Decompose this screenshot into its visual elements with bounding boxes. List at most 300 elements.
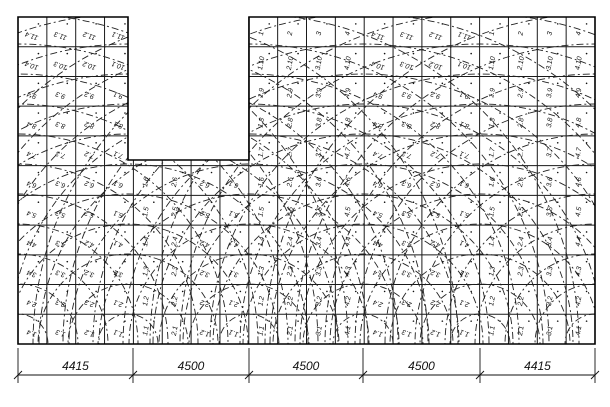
panel-label: 4.3: [574, 266, 584, 277]
panel-dot: [124, 320, 126, 322]
panel-label: 2.4: [26, 297, 38, 308]
panel-label: 10.1: [457, 59, 473, 71]
panel-dot: [470, 53, 472, 55]
panel-label: 10.4: [24, 59, 40, 71]
panel-label: 7.1: [112, 149, 125, 160]
panel-dot: [499, 320, 501, 322]
panel-dot: [211, 201, 213, 203]
panel-label: 11.1: [457, 29, 473, 41]
panel-label: 11.3: [399, 29, 415, 41]
panel-label: 1.1: [142, 325, 151, 337]
panel-label: 4.4: [372, 238, 384, 249]
panel-dot: [586, 53, 588, 55]
panel-dot: [355, 261, 357, 263]
panel-dot: [153, 291, 155, 293]
panel-label: 10.4: [370, 59, 386, 71]
panel-label: 2.1: [170, 325, 180, 337]
panel-label: 10.1: [110, 59, 127, 71]
panel-dot: [211, 261, 213, 263]
panel-dot: [95, 83, 97, 85]
panel-label: 9.4: [26, 89, 38, 100]
panel-dot: [499, 23, 501, 25]
panel-label: 4.8: [574, 117, 584, 129]
panel-label: 9.2: [430, 89, 442, 100]
panel-label: 4.3: [401, 238, 413, 249]
panel-dot: [557, 112, 559, 114]
panel-dot: [326, 201, 328, 203]
panel-dot: [66, 320, 68, 322]
panel-dot: [268, 320, 270, 322]
panel-label: 1.3: [54, 327, 67, 338]
panel-dot: [442, 201, 444, 203]
panel-label: 2.2: [517, 295, 526, 307]
panel-dot: [124, 23, 126, 25]
panel-dot: [66, 23, 68, 25]
panel-label: 7.3: [54, 149, 67, 160]
panel-dot: [442, 291, 444, 293]
panel-dot: [586, 83, 588, 85]
panel-dot: [557, 261, 559, 263]
panel-dot: [442, 53, 444, 55]
panel-label: 2.4: [517, 236, 526, 248]
panel-dot: [182, 291, 184, 293]
panel-dot: [297, 53, 299, 55]
panel-dot: [557, 320, 559, 322]
panel-label: 1.1: [458, 327, 471, 338]
panel-dot: [413, 201, 415, 203]
panel-dot: [355, 201, 357, 203]
panel-dot: [384, 172, 386, 174]
panel-dot: [66, 112, 68, 114]
panel-dot: [268, 142, 270, 144]
panel-label: 1.5: [142, 206, 151, 218]
panel-dot: [95, 112, 97, 114]
panel-dot: [95, 231, 97, 233]
panel-label: 3.2: [545, 295, 555, 307]
panel-label: 3.4: [545, 236, 555, 248]
panel-dot: [586, 112, 588, 114]
panel-label: 2.3: [286, 266, 295, 277]
panel-label: 4.3: [54, 238, 67, 249]
panel-label: 4.2: [574, 295, 584, 307]
panel-dot: [297, 142, 299, 144]
panel-dot: [124, 231, 126, 233]
panel-label: 1: [488, 31, 497, 37]
panel-dot: [124, 261, 126, 263]
panel-dot: [326, 172, 328, 174]
panel-label: 4.5: [574, 206, 584, 218]
panel-dot: [528, 261, 530, 263]
panel-label: 7.1: [458, 149, 471, 160]
panel-label: 2.1: [228, 297, 240, 308]
panel-label: 5.1: [228, 208, 240, 219]
panel-label: 2.6: [170, 176, 180, 188]
bay-dimension: 4500: [292, 359, 320, 373]
panel-label: 5.1: [112, 208, 125, 219]
panel-dot: [153, 201, 155, 203]
panel-label: 9.3: [401, 89, 413, 100]
panel-label: 2.10: [285, 56, 296, 71]
panel-dot: [66, 261, 68, 263]
panel-label: 2.1: [112, 297, 125, 308]
panel-label: 3.3: [545, 266, 555, 277]
panel-dot: [297, 201, 299, 203]
panel-dot: [95, 142, 97, 144]
panel-dot: [38, 231, 40, 233]
panel-label: 6.1: [112, 178, 125, 189]
panel-dot: [326, 53, 328, 55]
panel-dot: [355, 83, 357, 85]
panel-dot: [38, 83, 40, 85]
panel-dot: [470, 291, 472, 293]
panel-label: 5.1: [458, 208, 471, 219]
panel-dot: [384, 291, 386, 293]
panel-label: 8.1: [112, 119, 125, 130]
panel-label: 1.2: [430, 327, 442, 338]
panel-dot: [355, 53, 357, 55]
joint-arc: [0, 104, 258, 407]
panel-label: 1: [257, 31, 266, 37]
panel-dot: [66, 291, 68, 293]
panel-dot: [586, 172, 588, 174]
panel-dot: [240, 320, 242, 322]
panel-label: 9.2: [83, 89, 96, 100]
panel-label: 3.2: [315, 295, 324, 307]
panel-label: 9.1: [458, 89, 471, 100]
panel-label: 7.4: [26, 149, 38, 160]
panel-dot: [326, 320, 328, 322]
panel-dot: [355, 172, 357, 174]
panel-label: 2.3: [517, 266, 526, 277]
panel-dot: [268, 172, 270, 174]
panel-dot: [326, 112, 328, 114]
panel-label: 2.4: [170, 236, 180, 248]
panel-dot: [384, 201, 386, 203]
panel-dot: [557, 201, 559, 203]
panel-label: 4.7: [574, 147, 584, 158]
panel-label: 1.7: [257, 147, 267, 158]
panel-dot: [211, 172, 213, 174]
panel-label: 4.3: [344, 266, 353, 277]
panel-dot: [586, 261, 588, 263]
panel-dot: [442, 320, 444, 322]
panel-label: 3.1: [545, 325, 555, 337]
panel-dot: [499, 261, 501, 263]
panel-label: 3.6: [545, 176, 555, 188]
panel-dot: [499, 231, 501, 233]
panel-dot: [326, 261, 328, 263]
panel-label: 1.2: [199, 327, 211, 338]
panel-label: 2.3: [401, 297, 413, 308]
panel-dot: [153, 172, 155, 174]
panel-label: 7.2: [430, 149, 442, 160]
panel-label: 5.2: [430, 208, 442, 219]
panel-dot: [384, 231, 386, 233]
panel-dot: [95, 23, 97, 25]
panel-dot: [586, 201, 588, 203]
panel-label: 3: [315, 31, 324, 37]
panel-dot: [557, 83, 559, 85]
panel-label: 4: [575, 31, 583, 37]
panel-dot: [268, 23, 270, 25]
panel-label: 1.1: [257, 325, 267, 337]
panel-dot: [384, 112, 386, 114]
panel-dot: [297, 320, 299, 322]
panel-label: 2.5: [286, 206, 295, 218]
panel-dot: [297, 291, 299, 293]
panel-dot: [268, 83, 270, 85]
panel-dot: [413, 142, 415, 144]
panel-label: 3.6: [315, 176, 324, 188]
panel-label: 4.1: [458, 238, 471, 249]
joint-arc: [273, 254, 453, 407]
panel-label: 11.2: [428, 29, 444, 41]
panel-dot: [38, 201, 40, 203]
panel-dot: [384, 23, 386, 25]
panel-label: 3.4: [26, 268, 38, 279]
panel-dot: [528, 83, 530, 85]
panel-label: 2: [517, 31, 526, 37]
panel-label: 1.4: [26, 327, 38, 338]
panel-label: 1.2: [142, 295, 151, 307]
panel-dot: [326, 23, 328, 25]
panel-label: 4.1: [228, 238, 240, 249]
panel-label: 2.4: [372, 297, 384, 308]
panel-dot: [413, 320, 415, 322]
panel-label: 2.2: [170, 295, 180, 307]
panel-dot: [442, 231, 444, 233]
panel-dot: [499, 53, 501, 55]
panel-dot: [66, 83, 68, 85]
joint-arc: [300, 164, 610, 407]
panel-label: 6.3: [401, 178, 413, 189]
panel-label: 2.5: [170, 206, 180, 218]
panel-dot: [326, 291, 328, 293]
panel-dot: [95, 320, 97, 322]
panel-dot: [240, 231, 242, 233]
panel-label: 4.10: [574, 56, 584, 71]
panel-label: 1.4: [488, 236, 497, 248]
panel-dot: [38, 172, 40, 174]
panel-dot: [499, 83, 501, 85]
panel-label: 5.4: [372, 208, 384, 219]
panel-label: 2.9: [286, 87, 295, 99]
panel-dot: [268, 201, 270, 203]
panel-label: 3.7: [315, 147, 324, 158]
panel-label: 3.2: [199, 268, 211, 279]
panel-label: 1.1: [112, 327, 125, 338]
panel-label: 1.3: [488, 266, 497, 277]
panel-label: 8.2: [83, 119, 96, 130]
panel-dot: [297, 112, 299, 114]
panel-label: 3.1: [458, 268, 471, 279]
joint-arc: [150, 14, 610, 407]
panel-label: 1.3: [257, 266, 267, 277]
panel-dot: [211, 291, 213, 293]
panel-label: 8.3: [401, 119, 413, 130]
panel-dot: [355, 291, 357, 293]
panel-dot: [499, 172, 501, 174]
panel-label: 1.3: [142, 266, 151, 277]
panel-label: 3.2: [83, 268, 96, 279]
panel-label: 2.7: [286, 147, 295, 158]
panel-dot: [268, 291, 270, 293]
panel-dot: [268, 231, 270, 233]
panel-dot: [38, 23, 40, 25]
panel-dot: [153, 261, 155, 263]
panel-label: 1.8: [257, 117, 267, 129]
panel-dot: [557, 291, 559, 293]
panel-dot: [95, 261, 97, 263]
panel-dot: [384, 83, 386, 85]
panel-label: 6.2: [430, 178, 442, 189]
panel-label: 7.3: [401, 149, 413, 160]
panel-dot: [470, 142, 472, 144]
panel-dot: [413, 53, 415, 55]
panel-label: 7.2: [83, 149, 96, 160]
panel-label: 5.4: [26, 208, 38, 219]
panel-label: 1.10: [487, 56, 498, 71]
panel-dot: [528, 201, 530, 203]
panel-dot: [38, 291, 40, 293]
panel-label: 3.10: [545, 56, 555, 71]
panel-label: 1.4: [257, 236, 267, 248]
panel-dot: [528, 231, 530, 233]
panel-label: 1.8: [488, 117, 497, 129]
panel-label: 10.2: [428, 59, 444, 71]
panel-label: 4: [344, 31, 353, 37]
panel-label: 11.1: [111, 29, 126, 41]
panel-label: 2.1: [286, 325, 295, 337]
panel-label: 9.4: [372, 89, 384, 100]
panel-dot: [182, 231, 184, 233]
panel-label: 9.1: [112, 89, 125, 100]
panel-dot: [413, 261, 415, 263]
panel-label: 7.4: [372, 149, 384, 160]
panel-label: 8.3: [54, 119, 67, 130]
panel-dot: [442, 112, 444, 114]
panel-label: 2.10: [516, 56, 527, 71]
panel-dot: [326, 142, 328, 144]
bay-dimension: 4415: [524, 359, 551, 373]
panel-label: 2.8: [517, 117, 526, 129]
panel-label: 4.9: [344, 87, 353, 99]
panel-dot: [557, 172, 559, 174]
panel-dot: [326, 231, 328, 233]
panel-dot: [413, 231, 415, 233]
panel-dot: [413, 291, 415, 293]
panel-dot: [124, 172, 126, 174]
panel-dot: [413, 172, 415, 174]
panel-label: 1.6: [142, 176, 151, 188]
panel-label: 1.7: [488, 147, 497, 158]
panel-label: 3.9: [315, 87, 324, 99]
panel-label: 5.2: [199, 208, 211, 219]
panel-dot: [413, 23, 415, 25]
panel-label: 4.2: [430, 238, 442, 249]
panel-label: 11.4: [370, 29, 386, 41]
panel-dot: [557, 231, 559, 233]
panel-label: 1.1: [228, 327, 240, 338]
panel-dot: [95, 291, 97, 293]
panel-label: 11.4: [24, 29, 40, 41]
panel-label: 1.4: [372, 327, 384, 338]
panel-dot: [240, 172, 242, 174]
panel-dot: [499, 291, 501, 293]
panel-dot: [528, 172, 530, 174]
panel-dot: [182, 320, 184, 322]
panel-dot: [586, 142, 588, 144]
panel-label: 5.2: [83, 208, 96, 219]
panel-dot: [528, 291, 530, 293]
panel-dot: [528, 53, 530, 55]
panel-label: 2.6: [286, 176, 295, 188]
panel-label: 4.8: [344, 117, 353, 129]
panel-label: 10.3: [53, 59, 69, 71]
panel-label: 3: [546, 31, 555, 37]
panel-label: 1.2: [488, 295, 497, 307]
panel-dot: [355, 231, 357, 233]
panel-dot: [153, 231, 155, 233]
panel-dot: [268, 261, 270, 263]
panel-label: 4.6: [344, 176, 353, 188]
panel-dot: [66, 231, 68, 233]
panel-label: 11.2: [82, 29, 97, 41]
panel-dot: [470, 112, 472, 114]
panel-label: 2.1: [458, 297, 471, 308]
panel-label: 10.3: [399, 59, 415, 71]
panel-dot: [442, 23, 444, 25]
panel-label: 4.1: [574, 325, 584, 337]
panel-dot: [384, 142, 386, 144]
panel-label: 1.10: [257, 56, 267, 71]
panel-label: 3.1: [228, 268, 240, 279]
joint-arc: [475, 224, 610, 407]
panel-dot: [38, 53, 40, 55]
panel-label: 4.1: [112, 238, 125, 249]
panel-dot: [66, 53, 68, 55]
panel-label: 4.10: [343, 56, 353, 71]
panel-label: 2.4: [286, 236, 295, 248]
panel-dot: [499, 201, 501, 203]
panel-label: 2.2: [430, 297, 442, 308]
panel-dot: [124, 53, 126, 55]
panel-label: 3.9: [545, 87, 555, 99]
panel-label: 1.6: [257, 176, 267, 188]
panel-dot: [384, 261, 386, 263]
panel-label: 3.3: [315, 266, 324, 277]
panel-dot: [38, 261, 40, 263]
panel-label: 6.2: [199, 178, 211, 189]
panel-dot: [586, 23, 588, 25]
panel-dot: [470, 261, 472, 263]
panel-label: 1.4: [142, 236, 151, 248]
panel-dot: [211, 231, 213, 233]
panel-label: 2.5: [517, 206, 526, 218]
panel-label: 6.3: [54, 178, 67, 189]
panel-dot: [297, 172, 299, 174]
panel-label: 4.7: [344, 147, 353, 158]
panel-label: 4.2: [83, 238, 96, 249]
panel-dot: [297, 261, 299, 263]
panel-dot: [384, 53, 386, 55]
panel-label: 2.2: [199, 297, 211, 308]
panel-dot: [442, 261, 444, 263]
panel-label: 3.1: [112, 268, 125, 279]
panel-label: 3.3: [54, 268, 67, 279]
panel-label: 10.2: [82, 59, 98, 71]
panel-label: 3.4: [315, 236, 324, 248]
